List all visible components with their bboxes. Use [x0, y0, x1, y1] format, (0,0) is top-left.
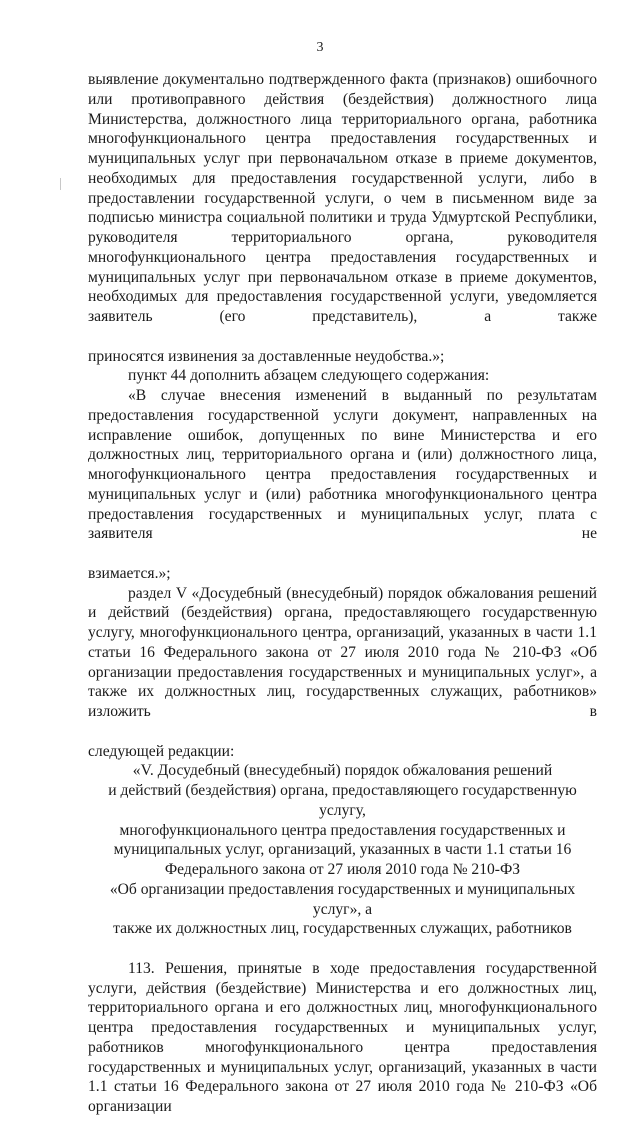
paragraph-3: «В случае внесения изменений в выданный по результатам предоставления государственной услуги документ, направленных на исправление ошибок, допущенных по вине Министерства и его должностных лиц, территориального органа и (или) должностного лица, многофункционального центра предоставления государственных и муниципальных услуг и (или) работника многофункционального центра предоставления государственных и муниципальных услуг, плата с заявителя не [88, 387, 597, 543]
heading-line: «Об организации предоставления государственных и муниципальных услуг», а [109, 880, 576, 918]
document-body [88, 70, 597, 1137]
page-number: 3 [316, 40, 324, 55]
heading-line: «V. Досудебный (внесудебный) порядок обжалования решений [132, 762, 553, 780]
heading-line: многофункционального центра предоставления государственных и [119, 821, 566, 839]
heading-line: и действий (бездействия) органа, предоставляющего государственную услугу, [108, 782, 577, 819]
paragraph-2: пункт 44 дополнить абзацем следующего содержания: [128, 367, 490, 385]
paragraph-1-end: приносятся извинения за доставленные неудобства.»; [88, 347, 445, 365]
margin-mark [60, 178, 61, 190]
paragraph-113: 113. Решения, принятые в ходе предоставления государственной услуги, действия (бездействие) Министерства и его должностных лиц, территориального органа и его должностных лиц, многофункционального центра предоставления государственных и муниципальных услуг, работников многофункционального центра предоставления государственных и муниципальных услуг, организаций, указанных в части 1.1 статьи 16 Федерального закона от 27 июля 2010 года № 210-ФЗ «Об организации [88, 959, 597, 1115]
paragraph-4-end: следующей редакции: [88, 742, 235, 760]
heading-line: Федерального закона от 27 июля 2010 года № 210-ФЗ [164, 861, 521, 878]
blank-line [88, 939, 597, 959]
paragraph-4: раздел V «Досудебный (внесудебный) порядок обжалования решений и действий (бездействия) органа, предоставляющего государственную услугу, многофункционального центра, организаций, указанных в части 1.1 статьи 16 Федерального закона от 27 июля 2010 года № 210-ФЗ «Об организации предоставления государственных и муниципальных услуг», а также их должностных лиц, государственных служащих, работников» изложить в [88, 584, 597, 720]
section-heading [88, 761, 597, 939]
paragraph-3-end: взимается.»; [88, 564, 171, 582]
heading-line: также их должностных лиц, государственных служащих, работников [113, 920, 572, 938]
paragraph-1: выявление документально подтвержденного факта (признаков) ошибочного или противоправного действия (бездействия) должностного лица Министерства, должностного лица территориального органа, работника многофункционального центра предоставления государственных и муниципальных услуг при первоначальном отказе в приеме документов, необходимых для предоставления государственной услуги, либо в предоставлении государственной услуги, о чем в письменном виде за подписью министра социальной политики и труда Удмуртской Республики, руководителя территориального органа, руководителя многофункционального центра предоставления государственных и муниципальных услуг при первоначальном отказе в приеме документов, необходимых для предоставления государственной услуги, уведомляется заявитель (его представитель), а также [88, 71, 597, 325]
heading-line: муниципальных услуг, организаций, указанных в части 1.1 статьи 16 [113, 841, 572, 859]
